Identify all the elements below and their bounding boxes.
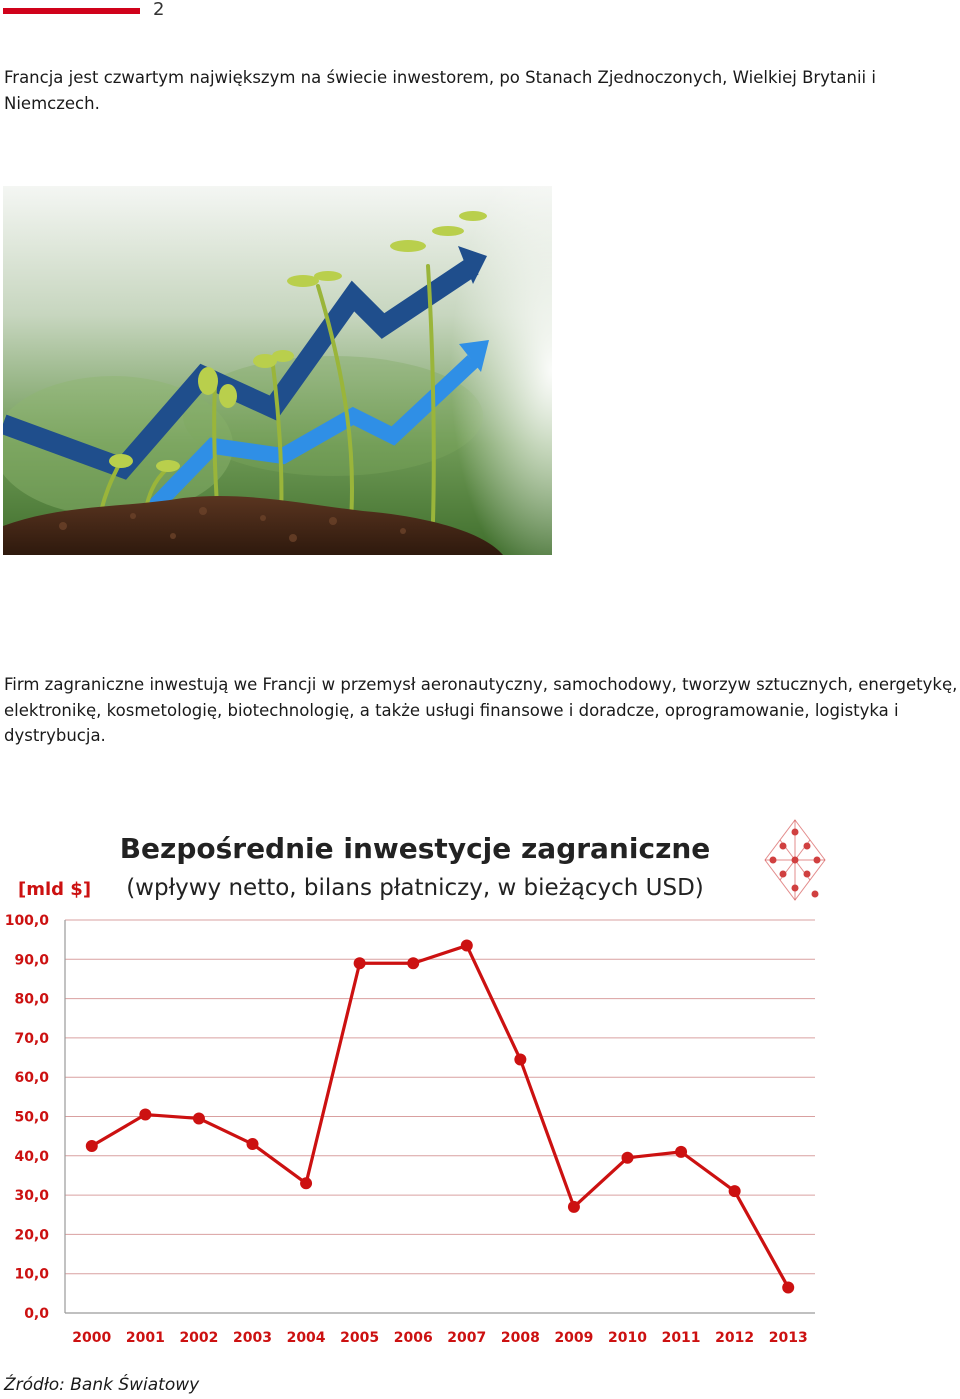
x-tick-label: 2003 — [233, 1330, 272, 1346]
x-tick-label: 2009 — [554, 1330, 594, 1346]
y-tick-label: 20,0 — [14, 1227, 49, 1244]
data-point — [514, 1054, 526, 1066]
growth-seedlings-photo — [3, 186, 552, 555]
x-tick-label: 2000 — [72, 1330, 112, 1346]
x-tick-label: 2011 — [661, 1330, 701, 1346]
fdi-chart-svg — [0, 810, 960, 1360]
y-tick-label: 60,0 — [14, 1070, 49, 1087]
y-tick-label: 80,0 — [14, 991, 49, 1008]
data-point — [622, 1152, 634, 1164]
source-note: Źródło: Bank Światowy — [4, 1375, 200, 1395]
x-tick-label: 2007 — [447, 1330, 487, 1346]
data-point — [247, 1138, 259, 1150]
y-tick-label: 50,0 — [14, 1109, 49, 1126]
diamond-dot-pattern-logo — [765, 820, 825, 900]
x-tick-label: 2004 — [286, 1330, 326, 1346]
y-tick-label: 30,0 — [14, 1188, 49, 1205]
sectors-paragraph: Firm zagraniczne inwestują we Francji w przemysł aeronautyczny, samochodowy, tworzyw sztucznych, energetykę, elektronikę, kosmetologię, biotechnologię, a także usługi finansowe i doradcze, oprogramowanie, logistyka i dystrybucja. — [4, 675, 958, 745]
x-tick-label: 2012 — [715, 1330, 755, 1346]
data-point — [407, 957, 419, 969]
x-tick-label: 2005 — [340, 1330, 380, 1346]
y-tick-label: 70,0 — [14, 1030, 49, 1047]
x-tick-label: 2010 — [608, 1330, 647, 1346]
fdi-chart — [0, 810, 960, 1360]
y-tick-label: 90,0 — [14, 952, 49, 969]
x-tick-label: 2013 — [768, 1330, 808, 1346]
y-tick-label: 0,0 — [24, 1306, 49, 1322]
data-point — [782, 1281, 794, 1293]
x-tick-label: 2001 — [125, 1330, 165, 1346]
header-accent-bar — [3, 8, 140, 14]
data-point — [729, 1185, 741, 1197]
chart-subtitle: (wpływy netto, bilans płatniczy, w bieżących USD) — [126, 875, 704, 901]
data-point — [139, 1109, 151, 1121]
y-tick-label: 10,0 — [14, 1266, 49, 1283]
page-number: 2 — [153, 0, 165, 20]
data-point — [300, 1177, 312, 1189]
data-point — [461, 940, 473, 952]
data-point — [675, 1146, 687, 1158]
x-tick-label: 2006 — [393, 1330, 433, 1346]
data-point — [354, 957, 366, 969]
y-tick-label: 100,0 — [4, 913, 49, 929]
data-point — [193, 1112, 205, 1124]
x-tick-label: 2002 — [179, 1330, 219, 1346]
chart-title: Bezpośrednie inwestycje zagraniczne — [119, 832, 711, 865]
data-point — [568, 1201, 580, 1213]
x-tick-label: 2008 — [500, 1330, 540, 1346]
y-tick-label: 40,0 — [14, 1148, 49, 1165]
chart-y-unit: [mld $] — [18, 879, 92, 900]
intro-paragraph: Francja jest czwartym największym na świecie inwestorem, po Stanach Zjednoczonych, Wielkiej Brytanii i Niemczech. — [4, 68, 876, 113]
chart-x-ticks — [72, 1330, 807, 1346]
chart-y-ticks — [5, 913, 50, 1322]
data-point — [86, 1140, 98, 1152]
